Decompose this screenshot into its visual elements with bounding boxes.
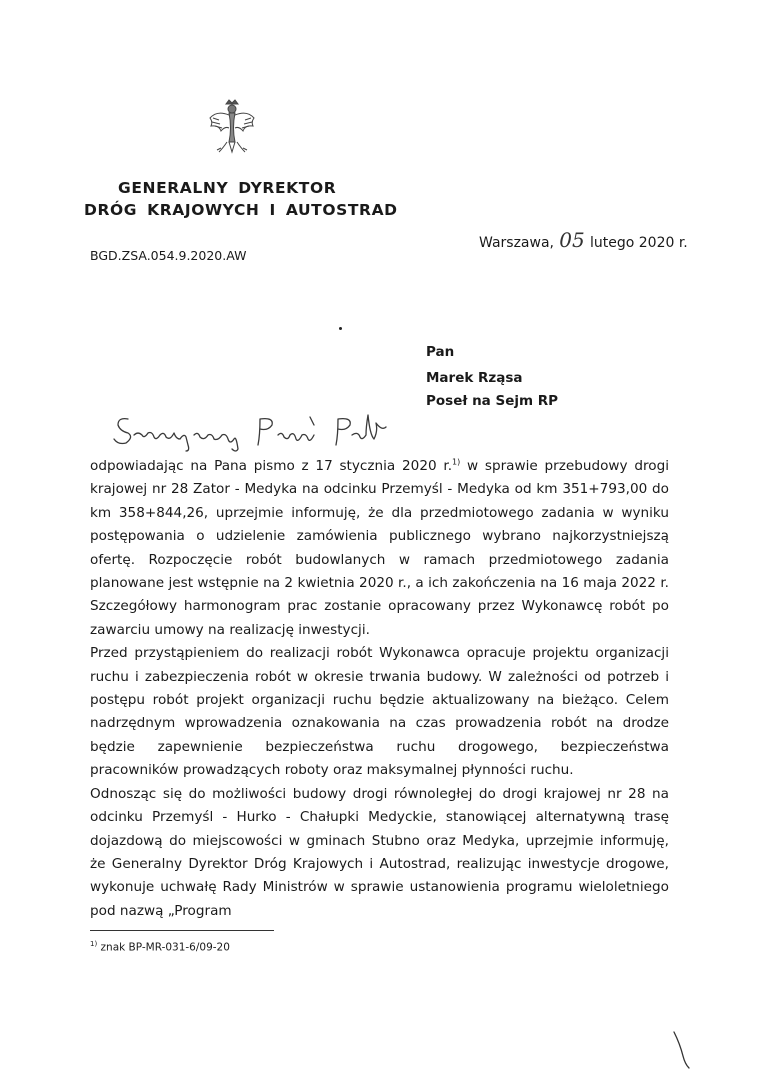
footnote [90,937,230,955]
handwriting-signature-salutation [110,405,390,453]
issuer-title-line-1: GENERALNY DYREKTOR [118,179,337,197]
addressee-title: Poseł na Sejm RP [426,393,559,409]
pen-stroke-mark [670,1030,692,1070]
handwritten-salutation [110,405,390,453]
date-day-handwritten: 05 [559,228,585,252]
body-paragraph-2: Przed przystąpieniem do realizacji robót Wykonawca opracuje projektu organizacji ruchu i zabezpieczenia robót w okresie trwania budowy. W zależności od potrzeb i postępu robót projekt organizacji ruchu będzie aktualizowany na bieżąco. Celem nadrzędnym wprowadzenia oznakowania na czas prowadzenia robót na drodze będzie zapewnienie bezpieczeństwa ruchu drogowego, bezpieczeństwa pracowników prowadzących roboty oraz maksymalnej płynności ruchu. [90,645,669,779]
body-paragraph-1 [90,455,669,642]
footnote-reference-mark: 1) [452,457,461,467]
pen-stroke-icon [670,1030,692,1070]
addressee-name: Marek Rząsa [426,370,523,386]
date-place: Warszawa, [479,235,554,251]
date-month-year: lutego 2020 r. [589,235,688,251]
paragraph-1-text-a: odpowiadając na Pana pismo z 17 stycznia 2020 r. [90,458,453,474]
body-paragraph-3: Odnosząc się do możliwości budowy drogi równoległej do drogi krajowej nr 28 na odcinku Przemyśl - Hurko - Chałupki Medyckie, stanowiącej alternatywną trasę dojazdową do miejscowości w gminach Stubno oraz Medyka, uprzejmie informuję, że Generalny Dyrektor Dróg Krajowych i Autostrad, realizując inwestycje drogowe, wykonuje uchwałę Rady Ministrów w sprawie ustanowienia programu wieloletniego pod nazwą „Program [90,785,669,919]
footnote-mark: 1) [90,940,98,948]
paragraph-1-text-b: w sprawie przebudowy drogi krajowej nr 28 Zator - Medyka na odcinku Przemyśl - Medyka od km 351+793,00 do km 358+844,26, uprzejmie informuję, że dla przedmiotowego zadania w wyniku postępowania o udzielenie zamówienia publicznego wybrano najkorzystniejszą ofertę. Rozpoczęcie robót budowlanych w ramach przedmiotowego zadania planowane jest wstępnie na 2 kwietnia 2020 r., a ich zakończenia na 16 maja 2022 r. Szczegółowy harmonogram prac zostanie opracowany przez Wykonawcę robót po zawarciu umowy na realizację inwestycji. [90,458,669,638]
eagle-icon [207,98,257,154]
footnote-text: znak BP-MR-031-6/09-20 [97,941,230,954]
reference-number: BGD.ZSA.054.9.2020.AW [90,248,247,263]
letter-body [90,455,669,923]
stray-dot [339,327,342,330]
issuer-title-line-2: DRÓG KRAJOWYCH I AUTOSTRAD [84,201,398,219]
footnote-separator [90,930,274,931]
polish-eagle-emblem [207,98,257,154]
addressee-salutation: Pan [426,344,455,360]
letter-date [479,229,688,254]
